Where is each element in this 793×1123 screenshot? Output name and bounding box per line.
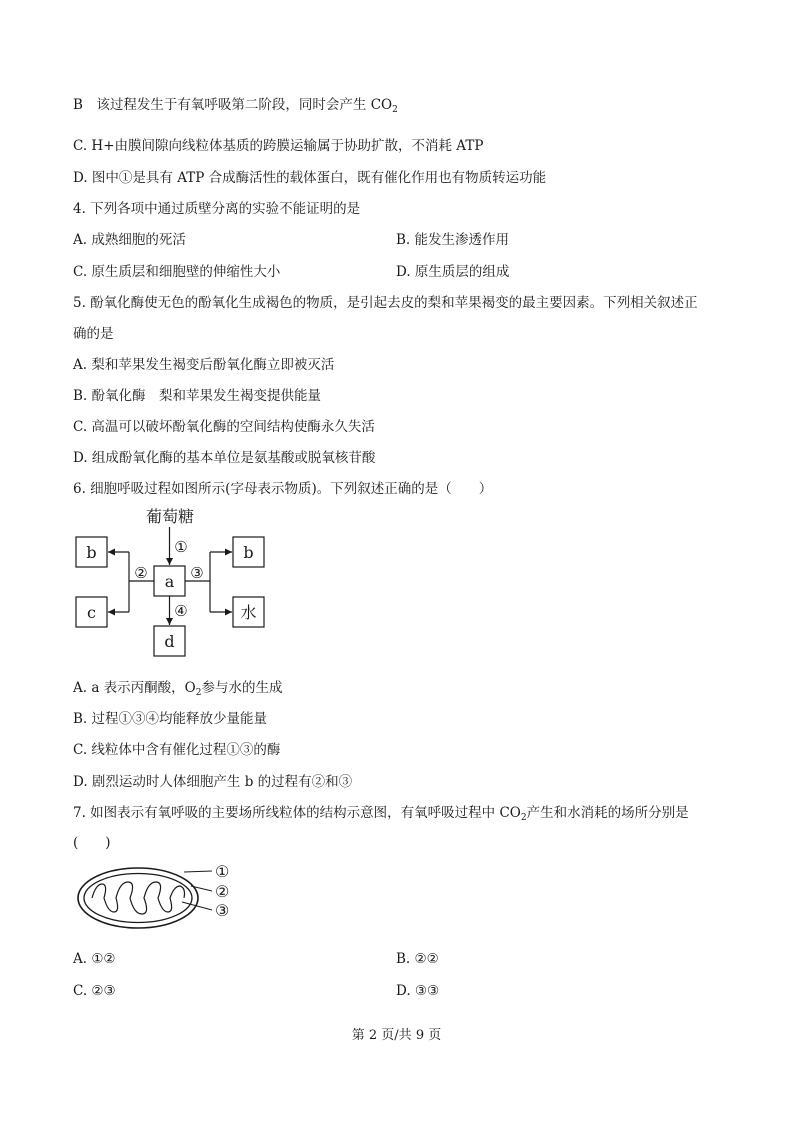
q7-stem: 7. 如图表示有氧呼吸的主要场所线粒体的结构示意图，有氧呼吸过程中 $CO_2$产生和水消耗的场所分别是: [73, 805, 689, 823]
q3-option-c: C. H+由膜间隙向线粒体基质的跨膜运输属于协助扩散，不消耗 ATP: [73, 138, 484, 154]
q3-option-d: D. 图中①是具有 ATP 合成酶活性的载体蛋白，既有催化作用也有物质转运功能: [73, 170, 547, 186]
q6-option-b: B. 过程①③④均能释放少量能量: [73, 711, 268, 727]
q5-option-c: C. 高温可以破坏酚氧化酶的空间结构使酶永久失活: [73, 419, 375, 435]
label-c: c: [87, 603, 96, 622]
label-process-1: ①: [174, 538, 188, 556]
cristae: [92, 882, 185, 914]
q7-option-d: D. ③③: [396, 983, 440, 999]
q4-option-d: D. 原生质层的组成: [396, 264, 510, 280]
label-process-3: ③: [190, 564, 204, 582]
label-water: 水: [240, 603, 257, 622]
q4-option-a: A. 成熟细胞的死活: [73, 232, 186, 248]
respiration-diagram: [70, 508, 280, 668]
q7-option-b: B. ②②: [396, 951, 439, 967]
q5-option-a: A. 梨和苹果发生褐变后酚氧化酶立即被灭活: [73, 357, 335, 373]
q7-option-a: A. ①②: [73, 951, 116, 967]
label-process-4: ④: [174, 602, 188, 620]
q6-option-a: A. a 表示丙酮酸，$O_2$参与水的生成: [73, 680, 283, 698]
label-3: ③: [215, 901, 230, 920]
q4-option-c: C. 原生质层和细胞壁的伸缩性大小: [73, 264, 281, 280]
page-footer: 第 2 页/共 9 页: [351, 1028, 442, 1043]
q3-option-b: B 该过程发生于有氧呼吸第二阶段，同时会产生 $CO_2$: [73, 97, 398, 115]
q5-option-b: B. 酚氧化酶 梨和苹果发生褐变提供能量: [73, 388, 322, 404]
label-a: a: [164, 572, 175, 591]
q6-option-d: D. 剧烈运动时人体细胞产生 b 的过程有②和③: [73, 774, 353, 790]
q4-option-b: B. 能发生渗透作用: [396, 232, 510, 248]
q6-stem: 6. 细胞呼吸过程如图所示(字母表示物质)。下列叙述正确的是（ ）: [73, 481, 493, 497]
label-b-right: b: [243, 543, 254, 562]
outer-membrane: [78, 868, 198, 928]
q4-stem: 4. 下列各项中通过质壁分离的实验不能证明的是: [73, 201, 361, 217]
q5-stem: 5. 酚氧化酶使无色的酚氧化生成褐色的物质，是引起去皮的梨和苹果褐变的最主要因素。下列相关叙述正: [73, 295, 698, 311]
mitochondrion-diagram: [72, 858, 242, 938]
q7-stem-cont: ( ): [73, 835, 111, 851]
q5-option-d: D. 组成酚氧化酶的基本单位是氨基酸或脱氧核苷酸: [73, 450, 376, 466]
q6-option-c: C. 线粒体中含有催化过程①③的酶: [73, 742, 281, 758]
q5-stem-cont: 确的是: [73, 326, 114, 342]
label-b-left: b: [86, 543, 97, 562]
label-glucose: 葡萄糖: [145, 508, 195, 526]
inner-membrane: [84, 874, 192, 923]
label-1: ①: [215, 862, 230, 881]
label-process-2: ②: [134, 564, 148, 582]
label-2: ②: [215, 882, 230, 901]
label-d: d: [164, 632, 175, 651]
q7-option-c: C. ②③: [73, 983, 116, 999]
